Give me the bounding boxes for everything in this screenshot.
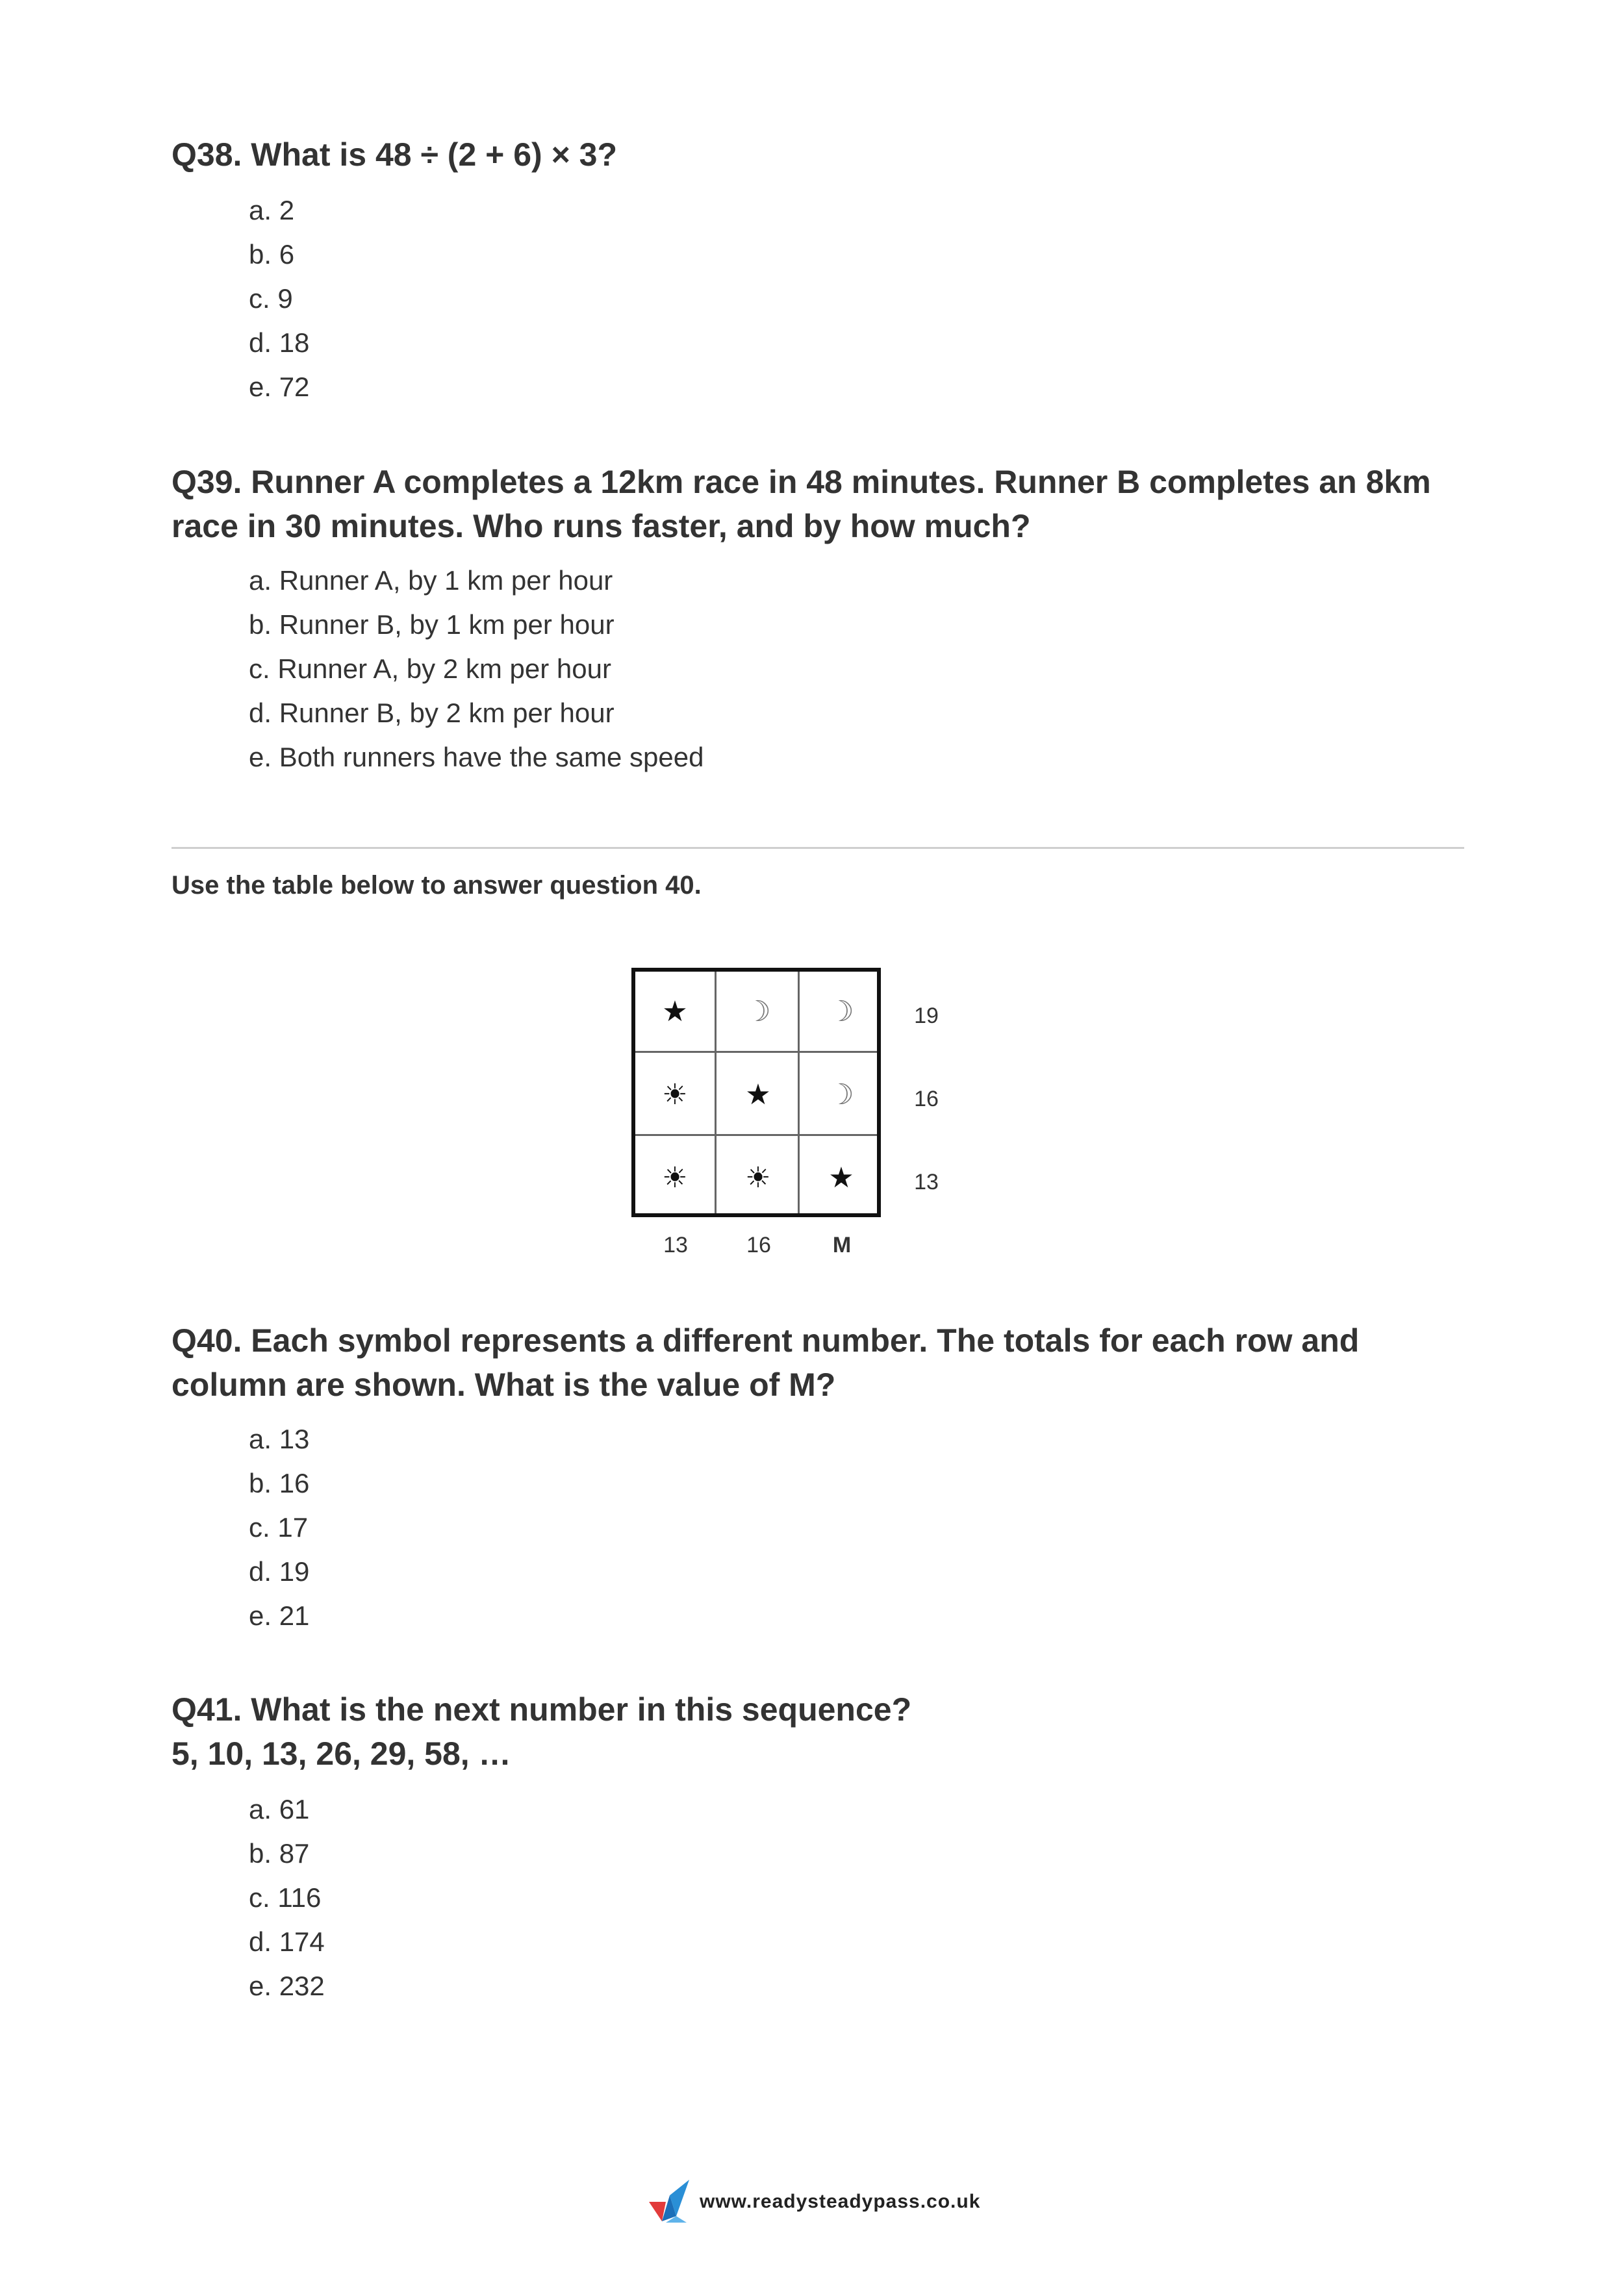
- option-item: c. 9: [249, 283, 293, 314]
- symbol-grid: [631, 968, 881, 1217]
- moon-icon: ☽: [828, 1078, 854, 1111]
- option-item: c. 116: [249, 1882, 322, 1913]
- option-item: e. 72: [249, 372, 310, 402]
- row-total: 19: [914, 1003, 939, 1028]
- row-total: 16: [914, 1087, 939, 1111]
- star-icon: ★: [662, 994, 688, 1028]
- star-icon: ★: [828, 1161, 854, 1194]
- option-item: a. 61: [249, 1794, 310, 1824]
- option-item: d. 174: [249, 1926, 325, 1957]
- question-40-title-line2: column are shown. What is the value of M?: [171, 1367, 836, 1403]
- question-41-title-line1: Q41. What is the next number in this sequence?: [171, 1691, 912, 1728]
- question-40-options: [249, 1417, 309, 1638]
- option-item: a. Runner A, by 1 km per hour: [249, 565, 613, 596]
- sun-icon: ☀: [662, 1078, 688, 1111]
- question-41-sequence: 5, 10, 13, 26, 29, 58, …: [171, 1735, 511, 1772]
- row-total: 13: [914, 1170, 939, 1194]
- question-40-title: [171, 1318, 1471, 1407]
- option-item: e. 21: [249, 1600, 310, 1631]
- option-item: b. 16: [249, 1468, 310, 1498]
- option-item: e. 232: [249, 1971, 325, 2001]
- option-item: c. Runner A, by 2 km per hour: [249, 653, 611, 684]
- question-41-title: [171, 1687, 1471, 1776]
- option-item: a. 2: [249, 195, 295, 225]
- question-41-options: [249, 1787, 325, 2008]
- option-item: a. 13: [249, 1424, 310, 1454]
- option-item: d. 19: [249, 1556, 310, 1587]
- option-item: b. Runner B, by 1 km per hour: [249, 609, 615, 640]
- question-39-title: [171, 460, 1471, 548]
- option-item: b. 6: [249, 239, 295, 270]
- option-item: d. 18: [249, 327, 310, 358]
- question-38-title: Q38. What is 48 ÷ (2 + 6) × 3?: [171, 136, 618, 173]
- table-instruction: Use the table below to answer question 40.: [171, 871, 702, 900]
- question-39-options: [249, 559, 704, 779]
- question-38-options: [249, 188, 309, 409]
- column-total: 16: [746, 1233, 771, 1257]
- star-icon: ★: [745, 1078, 771, 1111]
- sun-icon: ☀: [662, 1161, 688, 1194]
- option-item: c. 17: [249, 1512, 309, 1543]
- question-39-title-line1: Q39. Runner A completes a 12km race in 48 minutes. Runner B completes an 8km: [171, 464, 1431, 500]
- footer-url[interactable]: www.readysteadypass.co.uk: [700, 2191, 981, 2212]
- question-39-title-line2: race in 30 minutes. Who runs faster, and by how much?: [171, 508, 1031, 544]
- section-divider: [171, 847, 1464, 849]
- moon-icon: ☽: [745, 994, 771, 1028]
- sun-icon: ☀: [745, 1161, 771, 1194]
- option-item: b. 87: [249, 1838, 310, 1869]
- option-item: d. Runner B, by 2 km per hour: [249, 698, 615, 728]
- bird-logo-icon: [646, 2176, 692, 2228]
- question-40-title-line1: Q40. Each symbol represents a different number. The totals for each row and: [171, 1322, 1360, 1359]
- page-footer: [646, 2176, 980, 2228]
- column-total: 13: [663, 1233, 688, 1257]
- option-item: e. Both runners have the same speed: [249, 742, 704, 772]
- moon-icon: ☽: [828, 994, 854, 1028]
- column-total-m: M: [832, 1233, 852, 1257]
